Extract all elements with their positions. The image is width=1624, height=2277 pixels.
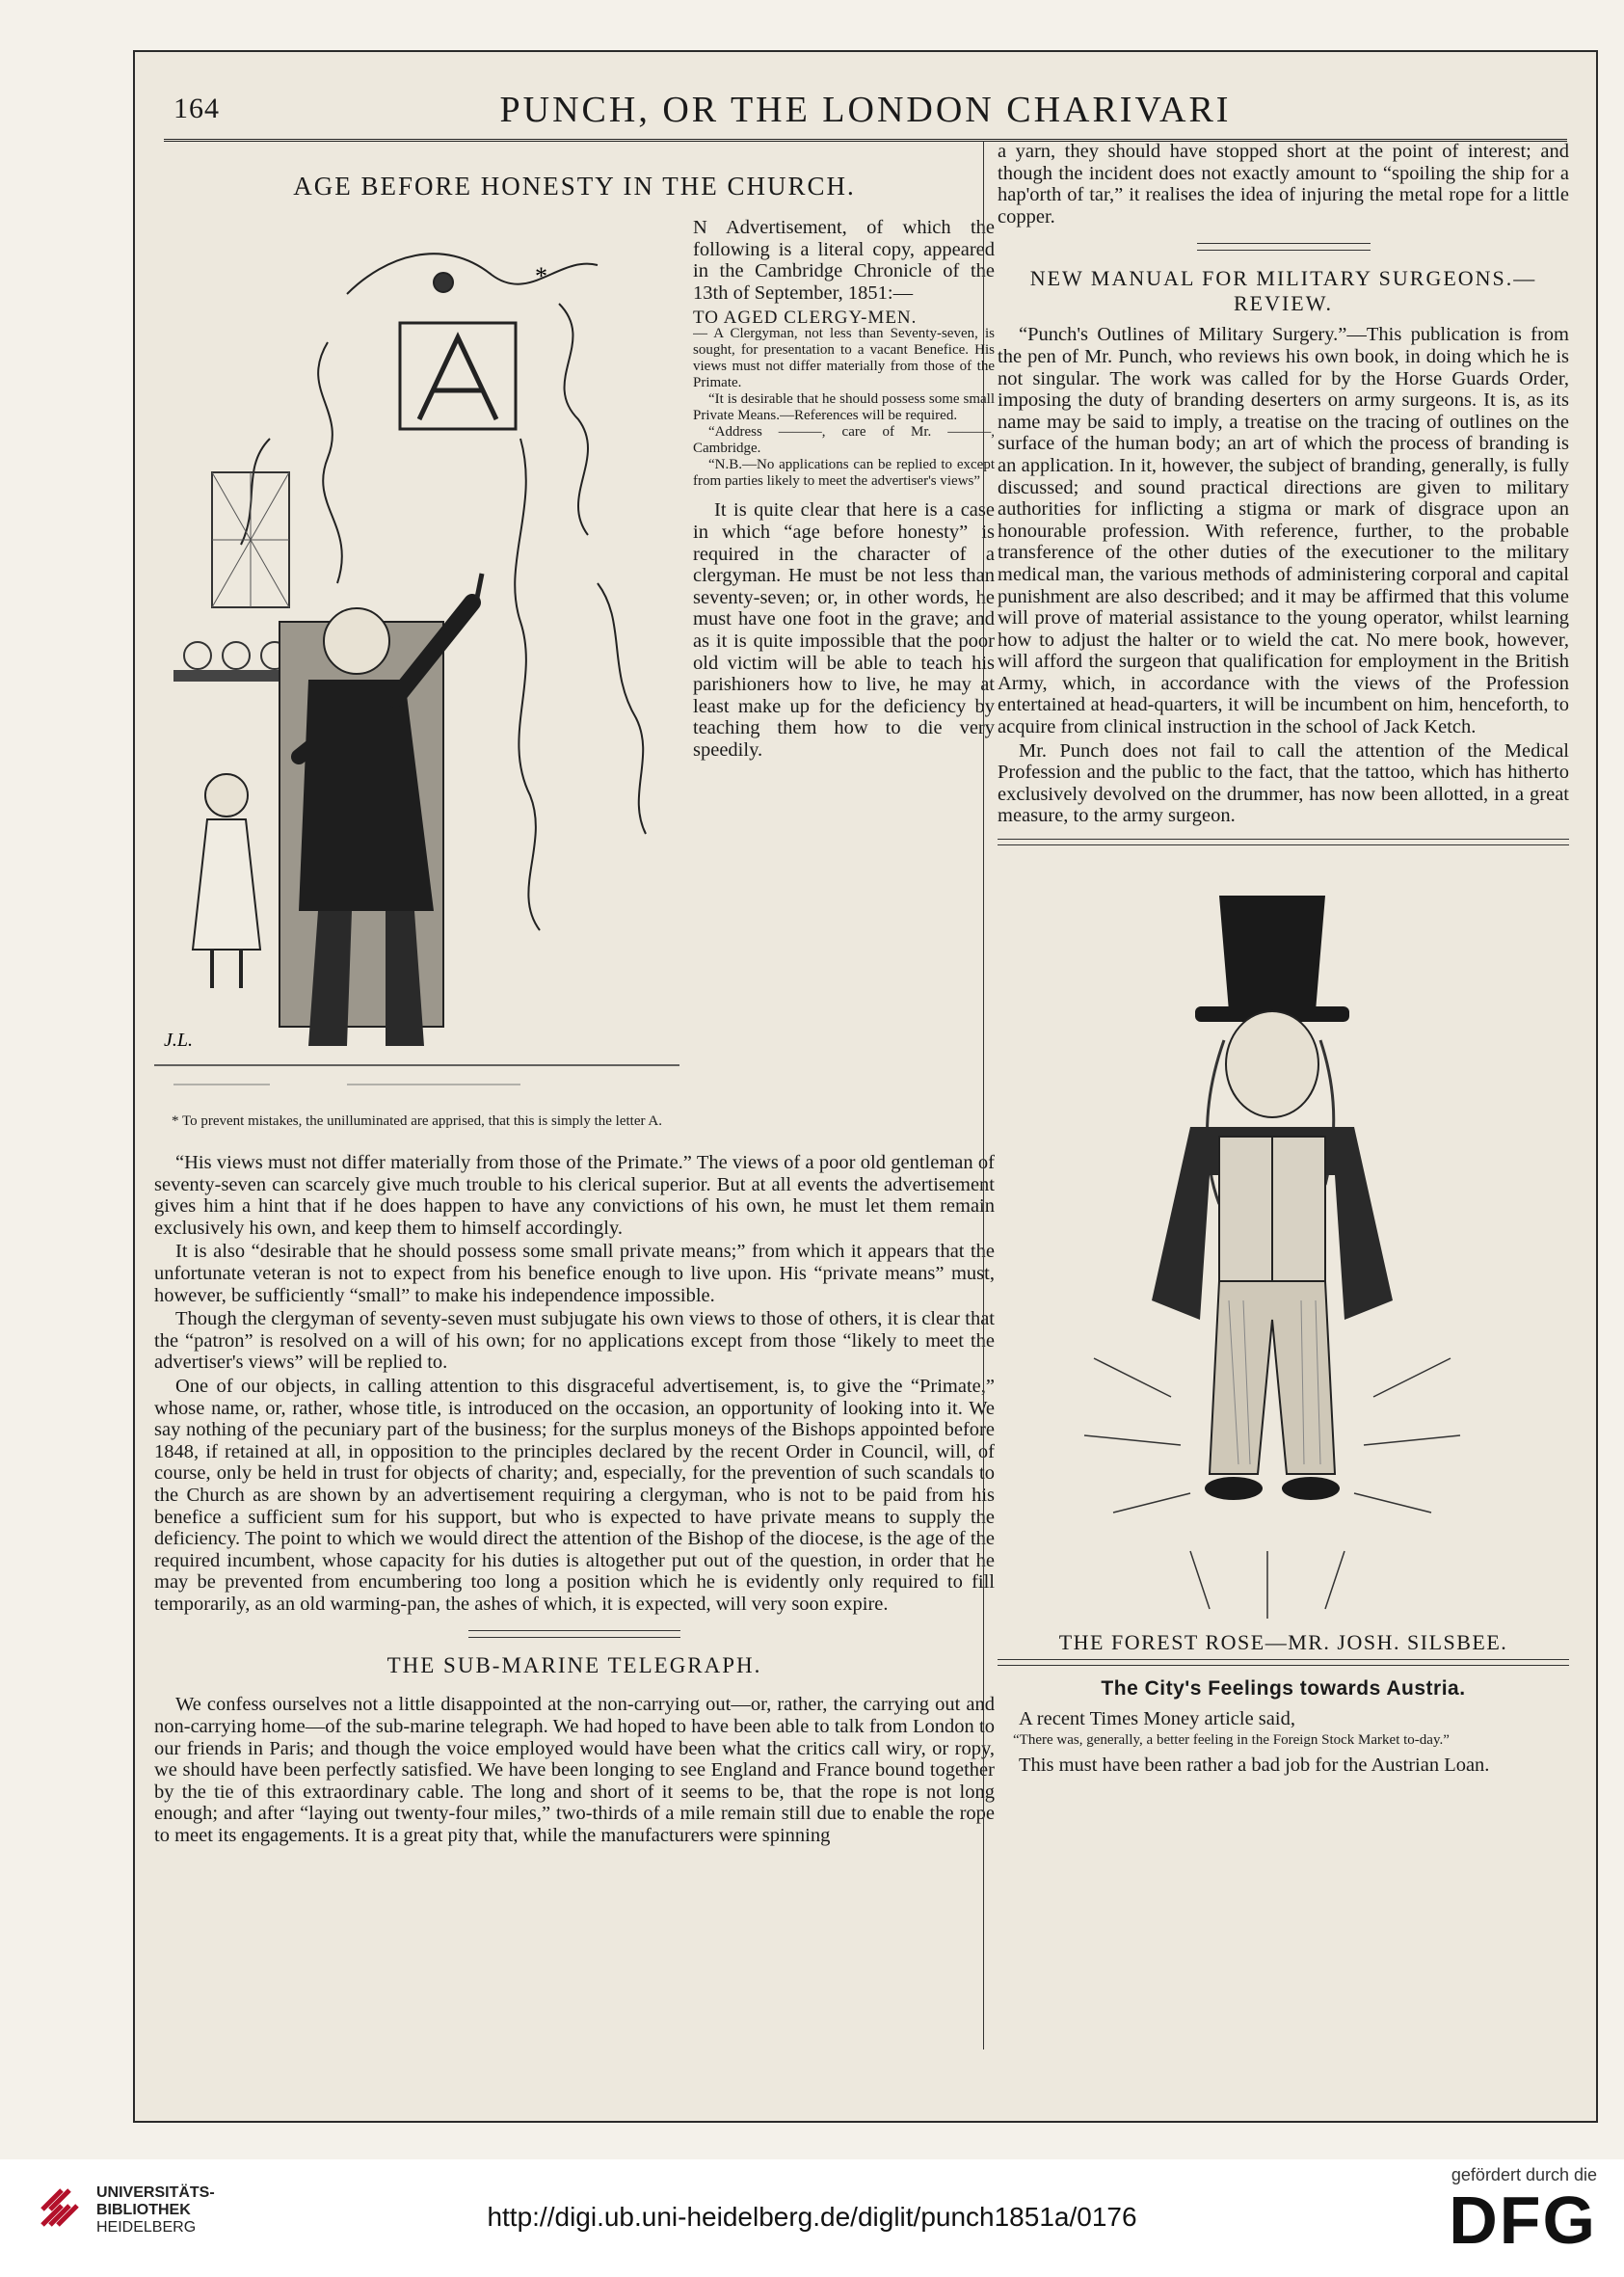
section-divider: [468, 1630, 680, 1638]
footnote-asterisk: *: [535, 262, 547, 290]
article4-paragraph-2: This must have been rather a bad job for the Austrian Loan.: [1019, 1754, 1490, 1776]
article1-paragraph-2: “His views must not differ materially from those of the Primate.” The views of a poor old gentleman of seventy-seven can scarcely give much trouble to his clerical superior. But at all events the advertisement gives him a hint that if he does happen to have any convictions of his own, he must let them remain exclusively his own, and keep them to himself accordingly.: [154, 1152, 995, 1239]
silsbee-figure-drawing: [998, 857, 1557, 1628]
article1-paragraph-3: It is also “desirable that he should possess some small private means;” from which it appears that the unfortunate veteran is not to expect from his benefice enough to live upon. His “private means” must, however, be sufficiently “small” to make his independence impossible.: [154, 1241, 995, 1306]
clergyman-illustration-drawing: [154, 217, 679, 1152]
intro-paragraph: N Advertisement, of which the following is a literal copy, appeared in the Cambridge Chronicle of the 13th of September, 1851:—: [693, 217, 995, 304]
article-title-city-feelings: The City's Feelings towards Austria.: [1101, 1677, 1466, 1701]
page-number: 164: [173, 93, 220, 124]
article1-paragraph-5: One of our objects, in calling attention to this disgraceful advertisement, is, to give the “Primate,” whose name, or, rather, whose title, is introduced on the occasion, an opportunity of looking into it. We say nothing of the pecuniary part of the business; for the surplus moneys of the Bishops appointed before 1848, if retained at all, in opposition to the principles declared by the recent Order in Council, will, of course, only be held in trust for objects of charity; and, especially, for the prevention of such scandals to the Church as are shown by an advertisement requiring a clergyman, who is not to be paid from his benefice a sufficient sum for his support, but who is expected to have private means to supply the deficiency. The point to which we would direct the attention of the Bishop of the diocese, is the age of the required incumbent, whose capacity for his duties is altogether put out of the question, in order that he may be prevented from encumbering too long a position which he is evidently only required to fill temporarily, as an old warming-pan, the ashes of which, it is expected, will very soon expire.: [154, 1375, 995, 1615]
article-intro: [693, 217, 995, 763]
advert-heading: TO AGED CLERGY-MEN.: [693, 308, 918, 329]
funder-text: gefördert durch die: [1451, 2165, 1597, 2184]
source-url-link[interactable]: http://digi.ub.uni-heidelberg.de/diglit/punch1851a/0176: [487, 2202, 1137, 2232]
scan-margin: [0, 0, 133, 2159]
advert-p4: “N.B.—No applications can be replied to except from parties likely to meet the advertiser's views”: [693, 457, 995, 490]
article3-paragraph-2: Mr. Punch does not fail to call the attention of the Medical Profession and the public to the fact, that the tattoo, which has hitherto exclusively devolved on the drummer, has now been allotted, in a great measure, to the army surgeon.: [998, 739, 1569, 827]
dfg-logo: DFG: [1449, 2183, 1597, 2258]
illustration-caption: THE FOREST ROSE—MR. JOSH. SILSBEE.: [1058, 1630, 1508, 1655]
section-divider: [998, 1659, 1569, 1666]
artist-signature: J.L.: [164, 1030, 193, 1051]
advert-body: — A Clergyman, not less than Seventy-seven, is sought, for presentation to a vacant Benefice. His views must not differ materially from those of the Primate.: [693, 326, 995, 391]
article-title-age-before-honesty: AGE BEFORE HONESTY IN THE CHURCH.: [293, 172, 856, 201]
advert-p3: “Address ———, care of Mr. ———, Cambridge.: [693, 424, 995, 457]
funder-block: [1449, 2165, 1597, 2258]
library-line-3: HEIDELBERG: [96, 2219, 197, 2236]
article2-continuation: a yarn, they should have stopped short at the point of interest; and though the incident does not exactly amount to “spoiling the ship for a hap'orth of tar,” it realises the idea of injuring the metal rope for a little copper.: [998, 141, 1569, 228]
advertisement-block: [693, 309, 995, 490]
clergyman-illustration: [154, 217, 679, 1152]
digitization-footer: [0, 2159, 1624, 2277]
page-header: [164, 79, 1567, 142]
section-divider: [998, 839, 1569, 845]
library-line-1: UNIVERSITÄTS-: [96, 2184, 215, 2201]
article-title-military-surgeons: NEW MANUAL FOR MILITARY SURGEONS.—REVIEW.: [1029, 266, 1537, 316]
forest-rose-illustration: [998, 857, 1569, 1655]
running-title: PUNCH, OR THE LONDON CHARIVARI: [499, 90, 1232, 130]
advert-p2: “It is desirable that he should possess some small Private Means.—References will be required.: [693, 391, 995, 424]
right-column: [983, 141, 1569, 2049]
library-line-2: BIBLIOTHEK: [96, 2202, 191, 2218]
section-divider: [1197, 243, 1371, 251]
article1-paragraph-4: Though the clergyman of seventy-seven must subjugate his own views to those of others, it is clear that the “patron” is resolved on a will of his own; for no applications except from those “likely to meet the advertiser's views” will be replied to.: [154, 1308, 995, 1374]
newspaper-page: [133, 50, 1598, 2123]
article4-paragraph-1: A recent Times Money article said,: [1019, 1708, 1295, 1730]
footnote: * To prevent mistakes, the unilluminated are apprised, that this is simply the letter A.: [172, 1113, 662, 1129]
article4-quote: “There was, generally, a better feeling in the Foreign Stock Market to-day.”: [1013, 1731, 1450, 1748]
article2-paragraph-1: We confess ourselves not a little disappointed at the non-carrying out—or, rather, the carrying out and non-carrying home—of the sub-marine telegraph. We had hoped to have been able to talk from London to our friends in Paris; and though the voice employed would have been what the critics call wiry, or ropy, we should have been perfectly satisfied. We have been longing to see England and France bound together by the tie of this extraordinary cable. The long and short of it seems to be, that the rope is not long enough; and after “laying out twenty-four miles,” two-thirds of a mile remain still due to enable the rope to meet its engagements. It is a great pity that, while the manufacturers were spinning: [154, 1694, 995, 1847]
article3-paragraph-1: “Punch's Outlines of Military Surgery.”—This publication is from the pen of Mr. Punch, who reviews his own book, in doing which he is not singular. The work was called for by the Horse Guards Order, imposing the duty of branding deserters on army surgeons. It is, as its name may be said to imply, a treatise on the tracing of outlines on the surface of the human body; an art of which the process of branding is an application. In it, however, the subject of branding, generally, is fully discussed; and sound practical directions are given to military authorities for inflicting a stigma or mark of disgrace upon an honourable profession. With reference, further, to the probable transference of the other duties of the executioner to the military medical man, the various methods of administering corporal and capital punishment are also described; and it may be affirmed that this volume will prove of material assistance to the young operator, whilst learning how to adjust the halter or to wield the cat. No mere book, however, will afford the surgeon that qualification for employment in the British Army, which, in accordance with the views of the Profession entertained at head-quarters, it will be incumbent on him, henceforth, to acquire from clinical instruction in the school of Jack Ketch.: [998, 324, 1569, 738]
article1-paragraph-1: It is quite clear that here is a case in which “age before honesty” is required in the character of a clergyman. He must be not less than seventy-seven; or, in other words, he must have one foot in the grave; and as it is quite impossible that the poor old victim will be able to teach his parishioners how to live, he may at least make up for the deficiency by teaching them how to die very speedily.: [693, 499, 995, 761]
left-column: [154, 158, 995, 1849]
article-title-submarine-telegraph: THE SUB-MARINE TELEGRAPH.: [386, 1653, 762, 1678]
